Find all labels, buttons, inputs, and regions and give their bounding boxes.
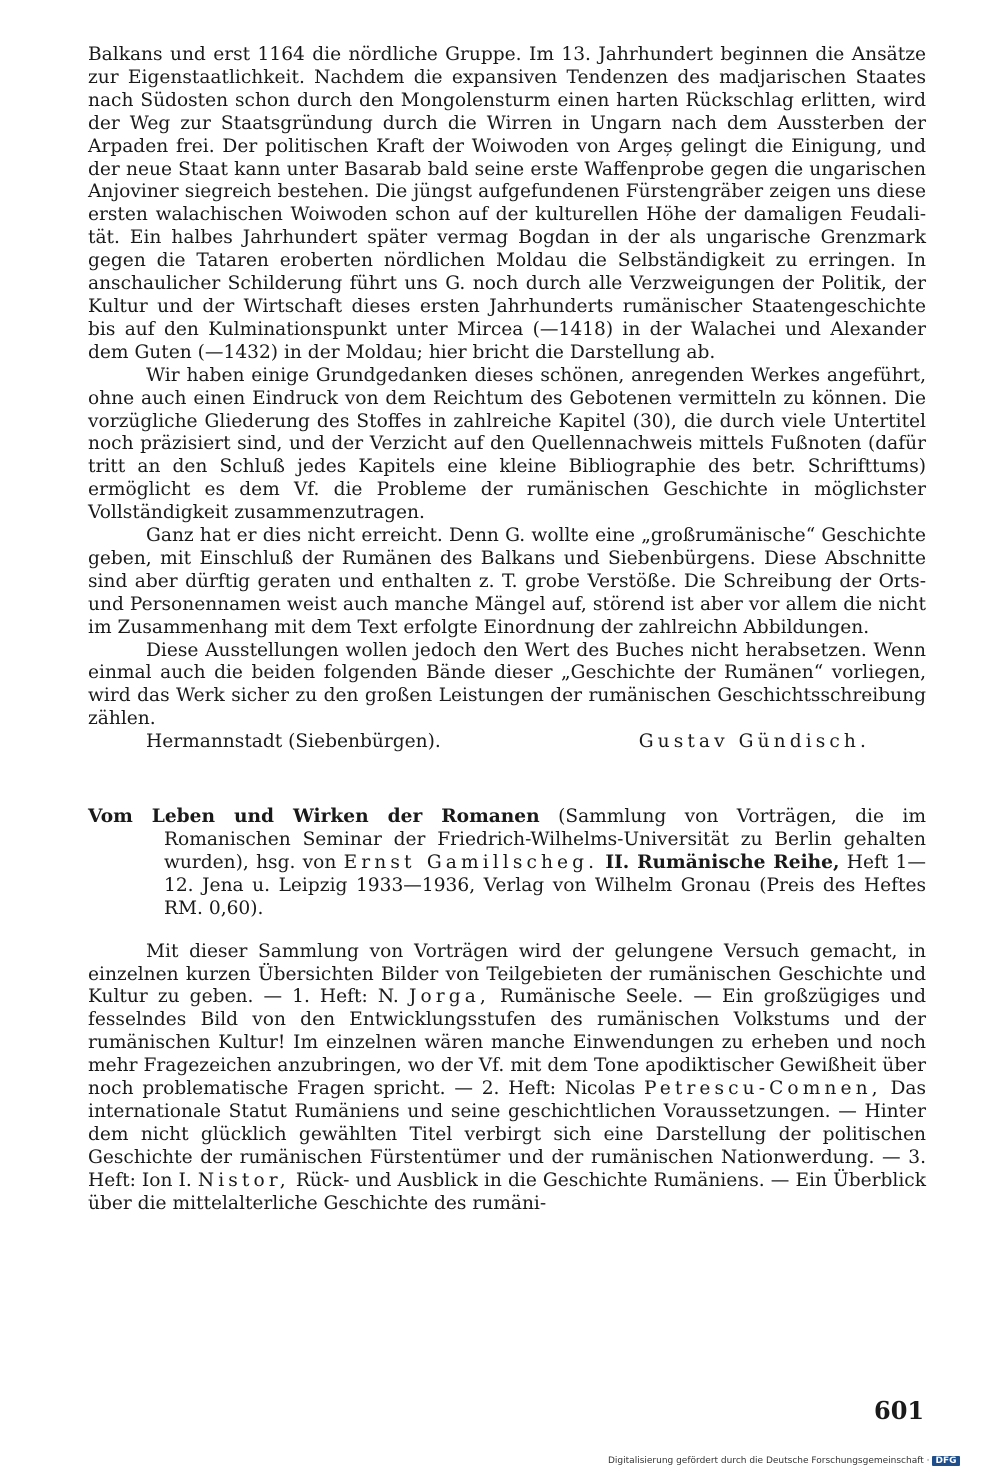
review-author-3: Nistor, bbox=[197, 1169, 290, 1191]
review-subtitle: (Sammlung von Vorträgen, die im Romanischen Seminar der Friedrich-Wilhelms-Universität zu Berlin gehalten wurden), hsg. von bbox=[164, 806, 926, 873]
review-body-part2: Rumänische Seele. — Ein großzügiges und fesselndes Bild von den Entwicklungsstufen des rumänischen Volkstums und der rumänischen Kultur! Im einzelnen wären manche Einwendungen zu erheben und noch mehr Fragezeichen anzubringen, wo der Vf. mit dem Tone apodiktischer Gewißheit über noch problematische Fragen spricht. — 2. Heft: Nicolas bbox=[88, 986, 926, 1100]
review-body bbox=[88, 941, 926, 1216]
review-signature bbox=[88, 731, 926, 754]
review-editor: Ernst Gamillscheg. bbox=[343, 851, 599, 873]
footer-text: Digitalisierung gefördert durch die Deutsche Forschungsgemeinschaft · bbox=[608, 1456, 930, 1466]
dfg-logo-icon: DFG bbox=[932, 1456, 959, 1466]
page-content bbox=[88, 44, 926, 1216]
review-series: II. Rumänische Reihe, bbox=[605, 851, 840, 873]
review-author-1: Jorga, bbox=[408, 986, 490, 1008]
review-heading-text bbox=[88, 806, 926, 921]
paragraph-3: Ganz hat er dies nicht erreicht. Denn G. wollte eine „großrumänische“ Geschichte geben, mit Einschluß der Rumänen des Balkans und Siebenbürgens. Diese Abschnitte sind aber dürftig geraten und enthalten z. T. grobe Verstöße. Die Schreibung der Orts- und Personennamen weist auch manche Mängel auf, störend ist aber vor allem die nicht im Zusammenhang mit dem Text erfolgte Einordnung der zahlreichn Abbildungen. bbox=[88, 525, 926, 638]
signature-author: Gustav Gündisch. bbox=[638, 731, 870, 753]
review-details: Heft 1—12. Jena u. Leipzig 1933—1936, Verlag von Wilhelm Gronau (Preis des Heftes RM. 0,60). bbox=[164, 851, 926, 919]
signature-place: Hermannstadt (Siebenbürgen). bbox=[146, 731, 441, 753]
review-title: Vom Leben und Wirken der Romanen bbox=[88, 806, 540, 828]
paragraph-2: Wir haben einige Grundgedanken dieses schönen, anregenden Werkes angeführt, ohne auch einen Eindruck von dem Reichtum des Gebotenen vermitteln zu können. Die vorzügliche Gliederung des Stoffes in zahlreiche Kapitel (30), die durch viele Untertitel noch präzisiert sind, und der Verzicht auf den Quellennachweis mittels Fußnoten (dafür tritt an den Schluß jedes Kapitels eine kleine Bibliographie des betr. Schrifttums) ermöglicht es dem Vf. die Probleme der rumänischen Geschichte in möglichster Vollständigkeit zusammenzutragen. bbox=[88, 364, 926, 524]
review-body-part3: Das internationale Statut Rumäniens und seine geschichtlichen Voraussetzungen. — Hinter dem nicht glücklich gewählten Titel verbirgt sich eine Darstellung der politischen Geschichte der rumänischen Fürstentümer und der rumänischen Nationwerdung. — 3. Heft: Ion I. bbox=[88, 1078, 926, 1191]
review-body-part1: Mit dieser Sammlung von Vorträgen wird der gelungene Versuch gemacht, in einzelnen kurzen Übersichten Bilder von Teilgebieten der rumänischen Geschichte und Kultur zu geben. — 1. Heft: N. bbox=[88, 940, 926, 1008]
review-body-part4: Rück- und Ausblick in die Geschichte Rumäniens. — Ein Überblick über die mittelalterliche Geschichte des rumäni- bbox=[88, 1169, 926, 1214]
paragraph-4: Diese Ausstellungen wollen jedoch den Wert des Buches nicht herabsetzen. Wenn einmal auch die beiden folgenden Bände dieser „Geschichte der Rumänen“ vorliegen, wird das Werk sicher zu den großen Leistungen der rumänischen Geschichtsschreibung zählen. bbox=[88, 639, 926, 730]
page-number: 601 bbox=[874, 1396, 925, 1425]
review-author-2: Petrescu-Comnen, bbox=[644, 1078, 882, 1100]
paragraph-1: Balkans und erst 1164 die nördliche Gruppe. Im 13. Jahrhundert beginnen die Ansätze zur Eigenstaatlichkeit. Nachdem die expansiven Tendenzen des madjarischen Staates nach Südosten schon durch den Mongolensturm einen harten Rückschlag erlitten, wird der Weg zur Staatsgründung durch die Wirren in Ungarn nach dem Aussterben der Arpaden frei. Der politischen Kraft der Woiwoden von Argeș gelingt die Einigung, und der neue Staat kann unter Basarab bald seine erste Waffenprobe gegen die ungarischen Anjoviner siegreich bestehen. Die jüngst aufgefundenen Fürstengräber zeigen uns diese ersten walachischen Woiwoden schon auf der kulturellen Höhe der damaligen Feudalität. Ein halbes Jahrhundert später vermag Bogdan in der als ungarische Grenzmark gegen die Tataren eroberten nördlichen Moldau die Selbständigkeit zu erringen. In anschaulicher Schilderung führt uns G. noch durch alle Verzweigungen der Politik, der Kultur und der Wirtschaft dieses ersten Jahrhunderts rumänischer Staatengeschichte bis auf den Kulminationspunkt unter Mircea (—1418) in der Walachei und Alexander dem Guten (—1432) in der Moldau; hier bricht die Darstellung ab. bbox=[88, 44, 926, 363]
review-heading bbox=[88, 806, 926, 921]
footer-credit bbox=[608, 1456, 960, 1466]
